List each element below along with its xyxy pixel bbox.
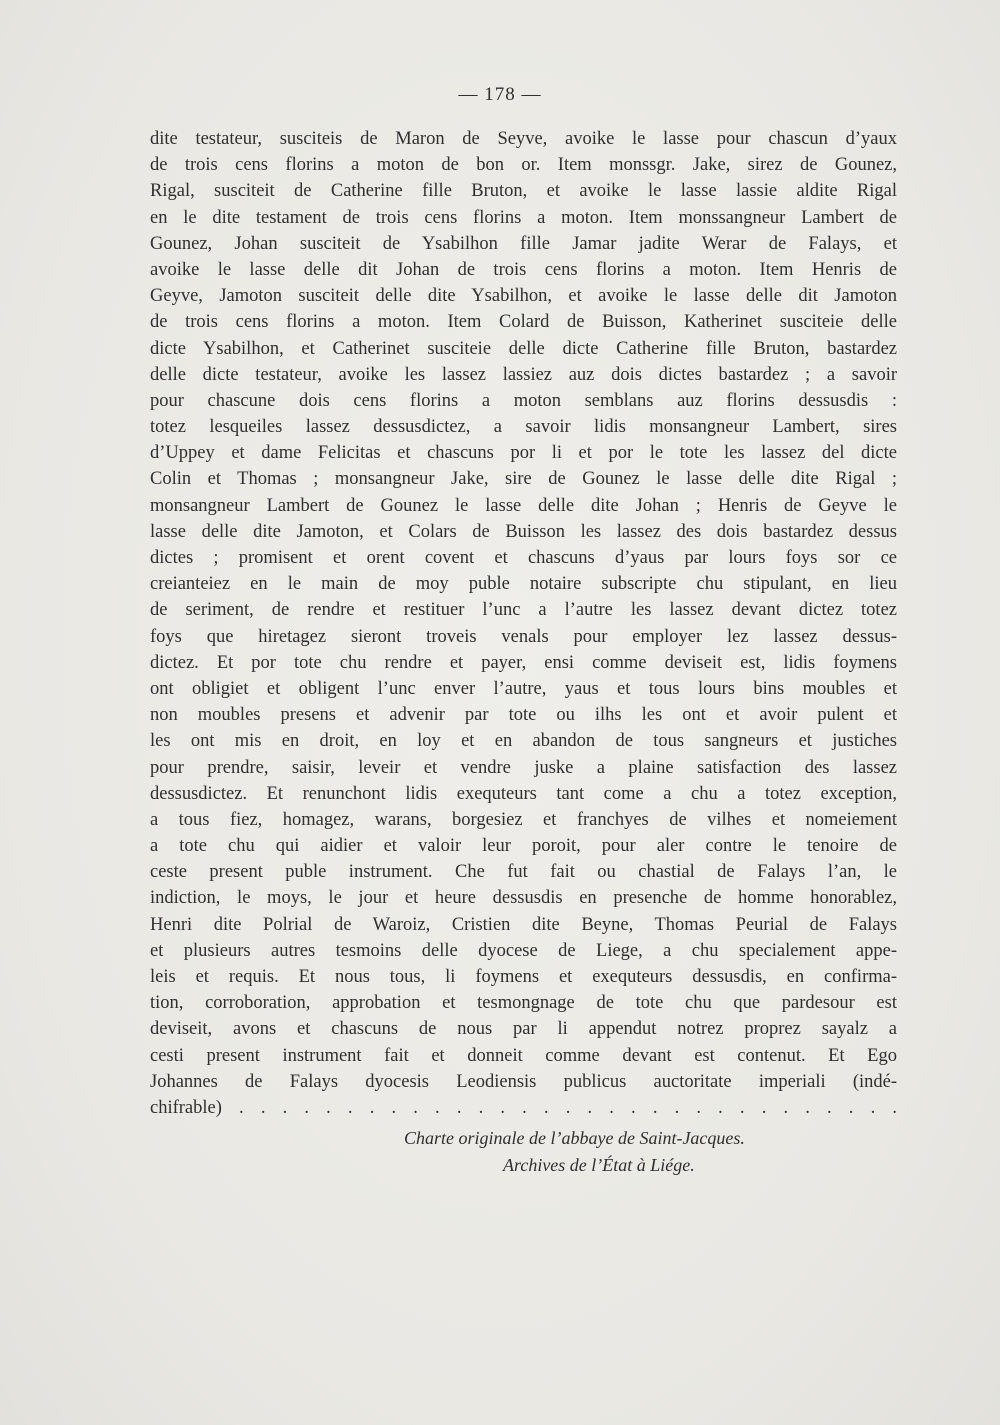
- text-line: deviseit, avons et chascuns de nous par li appendut notrez proprez sayalz a: [150, 1019, 897, 1040]
- text-line: leis et requis. Et nous tous, li foymens et exequteurs dessusdis, en confirma-: [150, 967, 897, 987]
- text-line: de trois cens florins a moton. Item Colard de Buisson, Katherinet susciteie delle: [150, 312, 897, 333]
- text-line: monsangneur Lambert de Gounez le lasse delle dite Johan ; Henris de Geyve le: [150, 495, 897, 516]
- text-line: dicte Ysabilhon, et Catherinet susciteie delle dicte Catherine fille Bruton, bastardez: [150, 338, 897, 359]
- text-line: Rigal, susciteit de Catherine fille Bruton, et avoike le lasse lassie aldite Rigal: [150, 181, 897, 202]
- text-line: Geyve, Jamoton susciteit delle dite Ysabilhon, et avoike le lasse delle dit Jamoton: [150, 286, 897, 307]
- text-line: indiction, le moys, le jour et heure dessusdis en presenche de homme honorablez,: [150, 888, 897, 909]
- text-line: foys que hiretagez sieront troveis venals pour employer lez lassez dessus-: [150, 626, 897, 647]
- text-line: ceste present puble instrument. Che fut fait ou chastial de Falays l’an, le: [150, 862, 897, 883]
- document-page: — 178 — dite testateur, susciteis de Maron de Seyve, avoike le lasse pour chascun d’yaux de trois cens florins a moton de bon or. Item monssgr. Jake, sirez de Gounez, Rigal, susciteit de Catherine fille Bruton, et avoike le lasse lassie aldite Rigal en le dite testament de trois cens florins a moton. Item monssangneur Lambert de Gounez, Johan susciteit de Ysabilhon fille Jamar jadite Werar de Falays, et avoike le lasse delle dit Johan de trois cens florins a moton. Item Henris de Geyve, Jamoton susciteit delle dite Ysabilhon, et avoike le lasse delle dit Jamoton de trois cens florins a moton. Item Colard de Buisson, Katherinet susciteie delle dicte Ysabilhon, et Catherinet susciteie delle dicte Catherine fille Bruton, bastardez delle dicte testateur, avoike les lassez lassiez auz dois dictes bastardez ; a savoir pour chascune dois cens florins a moton semblans auz florins dessusdis : totez lesqueiles lassez dessusdictez, a savoir lidis monsangneur Lambert, sires d’Uppey et dame Felicitas et chascuns por li et por le tote les lassez del dicte Colin et Thomas ; monsangneur Jake, sire de Gounez le lasse delle dite Rigal ; monsangneur Lambert de Gounez le lasse delle dite Johan ; Henris de Geyve le lasse delle dite Jamoton, et Colars de Buisson les lassez des dois bastardez dessus dictes ; promisent et orent covent et chascuns d’yaus par lours foys sor ce creianteiez en le main de moy puble notaire subscripte chu stipulant, en lieu de seriment, de rendre et restituer l’unc a l’autre les lassez devant dictez totez foys que hiretagez sieront troveis venals pour employer lez lassez dessus- dictez. Et por tote chu rendre et payer, ensi comme deviseit est, lidis foymens ont obligiet et obligent l’unc enver l’autre, yaus et tous lours bins moubles et non moubles presens et advenir par tote ou ilhs les ont et avoir pulent et les ont mis en droit, en loy et en abandon de tous sangneurs et justiches pour prendre, saisir, leveir et vendre juske a plaine satisfaction des lassez dessusdictez. Et renunchont lidis exequteurs tant come a chu a totez exception, a tous fiez, homagez, warans, borgesiez et franchyes de vilhes et nomeiement a tote chu qui aidier et valoir leur poroit, pour aler contre le tenoire de ceste present puble instrument. Che fut fait ou chastial de Falays l’an, le indiction, le moys, le jour et heure dessusdis en presenche de homme honorablez, Henri dite Polrial de Waroiz, Cristien dite Beyne, Thomas Peurial de Falays et plusieurs autres tesmoins delle dyocese de Liege, a chu specialement appe- leis et requis. Et nous tous, li foymens et exequteurs dessusdis, en confirma- tion, corroboration, approbation et tesmongnage de tote chu que pardesour est deviseit, avons et chascuns de nous par li appendut notrez proprez sayalz a cesti present instrument fait et donneit comme devant est contenut. Et Ego Johannes de Falays dyocesis Leodiensis publicus auctoritate imperiali (indé- chifrable) . . . . . . . . . . . . . . . . . . . . . . . . . . . . . . . Charte originale de l’abbaye de Saint-Jacques. Archives de l’État à Liége.: [0, 0, 1000, 1425]
- text-line: non moubles presens et advenir par tote ou ilhs les ont et avoir pulent et: [150, 705, 897, 726]
- text-line: dictez. Et por tote chu rendre et payer, ensi comme deviseit est, lidis foymens: [150, 652, 897, 673]
- text-line: tion, corroboration, approbation et tesmongnage de tote chu que pardesour est: [150, 993, 897, 1014]
- text-line: de seriment, de rendre et restituer l’unc a l’autre les lassez devant dictez totez: [150, 600, 897, 621]
- text-line: Gounez, Johan susciteit de Ysabilhon fille Jamar jadite Werar de Falays, et: [150, 233, 897, 254]
- text-line: et plusieurs autres tesmoins delle dyocese de Liege, a chu specialement appe-: [150, 940, 897, 961]
- text-line: en le dite testament de trois cens florins a moton. Item monssangneur Lambert de: [150, 207, 897, 228]
- text-line: delle dicte testateur, avoike les lassez lassiez auz dois dictes bastardez ; a savoir: [150, 364, 897, 385]
- text-line: pour chascune dois cens florins a moton semblans auz florins dessusdis :: [150, 390, 897, 411]
- text-line: lasse delle dite Jamoton, et Colars de Buisson les lassez des dois bastardez dessus: [150, 521, 897, 542]
- text-line: creianteiez en le main de moy puble notaire subscripte chu stipulant, en lieu: [150, 574, 897, 595]
- page-number: — 178 —: [458, 84, 542, 105]
- text-line: de trois cens florins a moton de bon or. Item monssgr. Jake, sirez de Gounez,: [150, 155, 897, 176]
- text-line: ont obligiet et obligent l’unc enver l’autre, yaus et tous lours bins moubles et: [150, 678, 897, 699]
- text-line: chifrable) . . . . . . . . . . . . . . . . . . . . . . . . . . . . . . .: [150, 1097, 897, 1118]
- text-line: avoike le lasse delle dit Johan de trois cens florins a moton. Item Henris de: [150, 259, 897, 280]
- text-line: dictes ; promisent et orent covent et chascuns d’yaus par lours foys sor ce: [150, 548, 897, 568]
- text-line: Johannes de Falays dyocesis Leodiensis publicus auctoritate imperiali (indé-: [150, 1071, 897, 1092]
- body-text: [150, 126, 897, 1121]
- text-line: cesti present instrument fait et donneit comme devant est contenut. Et Ego: [150, 1045, 897, 1066]
- text-line: Henri dite Polrial de Waroiz, Cristien dite Beyne, Thomas Peurial de Falays: [150, 914, 897, 935]
- text-line: dite testateur, susciteis de Maron de Seyve, avoike le lasse pour chascun d’yaux: [150, 129, 897, 149]
- text-line: dessusdictez. Et renunchont lidis exequteurs tant come a chu a totez exception,: [150, 783, 897, 804]
- text-line: Colin et Thomas ; monsangneur Jake, sire de Gounez le lasse delle dite Rigal ;: [150, 469, 897, 490]
- text-line: d’Uppey et dame Felicitas et chascuns por li et por le tote les lassez del dicte: [150, 443, 897, 464]
- text-line: totez lesqueiles lassez dessusdictez, a savoir lidis monsangneur Lambert, sires: [150, 417, 897, 438]
- text-line: les ont mis en droit, en loy et en abandon de tous sangneurs et justiches: [150, 731, 897, 752]
- text-line: a tote chu qui aidier et valoir leur poroit, pour aler contre le tenoire de: [150, 836, 897, 857]
- text-line: pour prendre, saisir, leveir et vendre juske a plaine satisfaction des lassez: [150, 757, 897, 778]
- text-line: a tous fiez, homagez, warans, borgesiez et franchyes de vilhes et nomeiement: [150, 809, 897, 830]
